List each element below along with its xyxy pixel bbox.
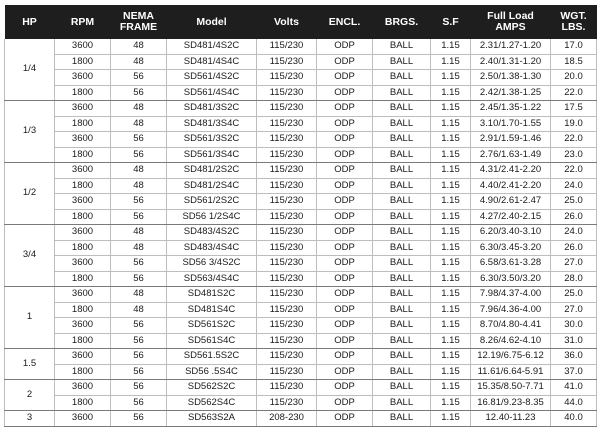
cell-sf: 1.15 [431, 256, 471, 272]
cell-weight: 26.0 [551, 209, 597, 225]
cell-sf: 1.15 [431, 85, 471, 101]
cell-full-load-amps: 2.40/1.31-1.20 [471, 54, 551, 70]
cell-nema-frame: 56 [111, 132, 167, 148]
cell-encl: ODP [317, 256, 373, 272]
cell-volts: 115/230 [257, 132, 317, 148]
cell-volts: 115/230 [257, 302, 317, 318]
cell-weight: 24.0 [551, 225, 597, 241]
cell-model: SD561S2C [167, 318, 257, 334]
header-volts: Volts [257, 5, 317, 39]
cell-weight: 25.0 [551, 194, 597, 210]
cell-volts: 115/230 [257, 54, 317, 70]
cell-rpm: 1800 [55, 271, 111, 287]
table-row [5, 411, 597, 427]
cell-nema-frame: 56 [111, 147, 167, 163]
cell-volts: 115/230 [257, 380, 317, 396]
table-row [5, 209, 597, 225]
cell-rpm: 1800 [55, 116, 111, 132]
cell-full-load-amps: 6.20/3.40-3.10 [471, 225, 551, 241]
table-row [5, 116, 597, 132]
cell-weight: 24.0 [551, 178, 597, 194]
cell-volts: 115/230 [257, 209, 317, 225]
table-row [5, 240, 597, 256]
cell-model: SD483/4S2C [167, 225, 257, 241]
cell-full-load-amps: 4.90/2.61-2.47 [471, 194, 551, 210]
cell-model: SD561/4S2C [167, 70, 257, 86]
cell-brgs: BALL [373, 163, 431, 179]
table-row [5, 333, 597, 349]
cell-weight: 31.0 [551, 333, 597, 349]
cell-weight: 22.0 [551, 163, 597, 179]
cell-volts: 115/230 [257, 271, 317, 287]
cell-full-load-amps: 8.70/4.80-4.41 [471, 318, 551, 334]
cell-model: SD561/3S2C [167, 132, 257, 148]
motor-spec-table [4, 5, 597, 427]
cell-full-load-amps: 6.30/3.45-3.20 [471, 240, 551, 256]
cell-rpm: 3600 [55, 380, 111, 396]
cell-sf: 1.15 [431, 147, 471, 163]
cell-encl: ODP [317, 178, 373, 194]
cell-full-load-amps: 4.40/2.41-2.20 [471, 178, 551, 194]
cell-weight: 22.0 [551, 132, 597, 148]
cell-nema-frame: 56 [111, 349, 167, 365]
cell-volts: 115/230 [257, 147, 317, 163]
cell-model: SD562S2C [167, 380, 257, 396]
cell-brgs: BALL [373, 395, 431, 411]
cell-sf: 1.15 [431, 163, 471, 179]
cell-rpm: 1800 [55, 333, 111, 349]
header-model: Model [167, 5, 257, 39]
cell-hp: 1/2 [5, 163, 55, 225]
cell-sf: 1.15 [431, 380, 471, 396]
cell-encl: ODP [317, 132, 373, 148]
table-row [5, 349, 597, 365]
cell-encl: ODP [317, 85, 373, 101]
cell-rpm: 3600 [55, 318, 111, 334]
cell-sf: 1.15 [431, 70, 471, 86]
cell-full-load-amps: 2.91/1.59-1.46 [471, 132, 551, 148]
cell-brgs: BALL [373, 333, 431, 349]
cell-encl: ODP [317, 194, 373, 210]
cell-rpm: 1800 [55, 240, 111, 256]
cell-weight: 44.0 [551, 395, 597, 411]
cell-hp: 2 [5, 380, 55, 411]
cell-rpm: 3600 [55, 194, 111, 210]
table-row [5, 256, 597, 272]
cell-rpm: 1800 [55, 85, 111, 101]
cell-volts: 115/230 [257, 225, 317, 241]
cell-encl: ODP [317, 147, 373, 163]
cell-nema-frame: 56 [111, 364, 167, 380]
cell-brgs: BALL [373, 271, 431, 287]
cell-volts: 208-230 [257, 411, 317, 427]
cell-volts: 115/230 [257, 85, 317, 101]
cell-nema-frame: 48 [111, 54, 167, 70]
cell-nema-frame: 48 [111, 225, 167, 241]
cell-model: SD481/2S2C [167, 163, 257, 179]
cell-encl: ODP [317, 209, 373, 225]
table-row [5, 194, 597, 210]
header-full-load-amps: Full Load AMPS [471, 5, 551, 39]
cell-model: SD481S4C [167, 302, 257, 318]
cell-volts: 115/230 [257, 194, 317, 210]
cell-brgs: BALL [373, 39, 431, 54]
cell-brgs: BALL [373, 349, 431, 365]
table-row [5, 395, 597, 411]
cell-nema-frame: 48 [111, 39, 167, 54]
cell-sf: 1.15 [431, 271, 471, 287]
cell-nema-frame: 56 [111, 256, 167, 272]
cell-rpm: 3600 [55, 101, 111, 117]
cell-full-load-amps: 11.61/6.64-5.91 [471, 364, 551, 380]
cell-hp: 1 [5, 287, 55, 349]
cell-model: SD563/4S4C [167, 271, 257, 287]
cell-sf: 1.15 [431, 225, 471, 241]
cell-nema-frame: 56 [111, 395, 167, 411]
cell-model: SD561/2S2C [167, 194, 257, 210]
table-row [5, 364, 597, 380]
cell-full-load-amps: 2.76/1.63-1.49 [471, 147, 551, 163]
motor-spec-sheet [4, 0, 596, 427]
cell-full-load-amps: 15.35/8.50-7.71 [471, 380, 551, 396]
cell-full-load-amps: 4.27/2.40-2.15 [471, 209, 551, 225]
cell-volts: 115/230 [257, 349, 317, 365]
header-brgs: BRGS. [373, 5, 431, 39]
cell-encl: ODP [317, 333, 373, 349]
cell-rpm: 3600 [55, 349, 111, 365]
cell-brgs: BALL [373, 70, 431, 86]
cell-full-load-amps: 2.50/1.38-1.30 [471, 70, 551, 86]
cell-model: SD561S4C [167, 333, 257, 349]
cell-brgs: BALL [373, 240, 431, 256]
cell-nema-frame: 48 [111, 287, 167, 303]
cell-volts: 115/230 [257, 163, 317, 179]
cell-rpm: 1800 [55, 147, 111, 163]
cell-nema-frame: 56 [111, 194, 167, 210]
cell-model: SD481/3S2C [167, 101, 257, 117]
cell-encl: ODP [317, 39, 373, 54]
header-sf: S.F [431, 5, 471, 39]
cell-nema-frame: 48 [111, 302, 167, 318]
cell-brgs: BALL [373, 116, 431, 132]
cell-brgs: BALL [373, 287, 431, 303]
cell-sf: 1.15 [431, 194, 471, 210]
cell-brgs: BALL [373, 225, 431, 241]
cell-rpm: 3600 [55, 411, 111, 427]
cell-weight: 27.0 [551, 256, 597, 272]
cell-brgs: BALL [373, 132, 431, 148]
cell-volts: 115/230 [257, 364, 317, 380]
cell-rpm: 3600 [55, 39, 111, 54]
cell-weight: 17.5 [551, 101, 597, 117]
cell-model: SD561/4S4C [167, 85, 257, 101]
cell-nema-frame: 56 [111, 271, 167, 287]
cell-hp: 1/4 [5, 39, 55, 101]
cell-volts: 115/230 [257, 116, 317, 132]
cell-encl: ODP [317, 225, 373, 241]
cell-model: SD483/4S4C [167, 240, 257, 256]
cell-volts: 115/230 [257, 287, 317, 303]
cell-weight: 23.0 [551, 147, 597, 163]
cell-volts: 115/230 [257, 240, 317, 256]
cell-sf: 1.15 [431, 209, 471, 225]
cell-rpm: 1800 [55, 178, 111, 194]
cell-volts: 115/230 [257, 318, 317, 334]
cell-encl: ODP [317, 101, 373, 117]
cell-weight: 37.0 [551, 364, 597, 380]
cell-encl: ODP [317, 380, 373, 396]
cell-encl: ODP [317, 54, 373, 70]
cell-rpm: 3600 [55, 225, 111, 241]
table-row [5, 54, 597, 70]
cell-sf: 1.15 [431, 411, 471, 427]
cell-full-load-amps: 7.98/4.37-4.00 [471, 287, 551, 303]
cell-model: SD562S4C [167, 395, 257, 411]
cell-brgs: BALL [373, 178, 431, 194]
table-row [5, 271, 597, 287]
cell-sf: 1.15 [431, 364, 471, 380]
cell-model: SD56 1/2S4C [167, 209, 257, 225]
cell-volts: 115/230 [257, 256, 317, 272]
cell-encl: ODP [317, 70, 373, 86]
cell-volts: 115/230 [257, 101, 317, 117]
cell-sf: 1.15 [431, 116, 471, 132]
cell-weight: 25.0 [551, 287, 597, 303]
cell-weight: 22.0 [551, 85, 597, 101]
cell-encl: ODP [317, 116, 373, 132]
table-body [5, 39, 597, 426]
cell-sf: 1.15 [431, 395, 471, 411]
cell-volts: 115/230 [257, 333, 317, 349]
cell-brgs: BALL [373, 411, 431, 427]
cell-weight: 26.0 [551, 240, 597, 256]
cell-full-load-amps: 2.42/1.38-1.25 [471, 85, 551, 101]
cell-brgs: BALL [373, 380, 431, 396]
table-row [5, 380, 597, 396]
cell-model: SD481/4S2C [167, 39, 257, 54]
cell-rpm: 1800 [55, 395, 111, 411]
cell-weight: 27.0 [551, 302, 597, 318]
cell-encl: ODP [317, 271, 373, 287]
cell-nema-frame: 56 [111, 380, 167, 396]
cell-sf: 1.15 [431, 287, 471, 303]
cell-model: SD481/3S4C [167, 116, 257, 132]
cell-encl: ODP [317, 163, 373, 179]
cell-weight: 18.5 [551, 54, 597, 70]
cell-sf: 1.15 [431, 349, 471, 365]
cell-weight: 17.0 [551, 39, 597, 54]
cell-brgs: BALL [373, 85, 431, 101]
cell-brgs: BALL [373, 302, 431, 318]
cell-model: SD561.5S2C [167, 349, 257, 365]
table-row [5, 85, 597, 101]
cell-rpm: 1800 [55, 302, 111, 318]
cell-volts: 115/230 [257, 395, 317, 411]
cell-full-load-amps: 8.26/4.62-4.10 [471, 333, 551, 349]
cell-rpm: 3600 [55, 70, 111, 86]
cell-sf: 1.15 [431, 302, 471, 318]
cell-encl: ODP [317, 318, 373, 334]
cell-nema-frame: 56 [111, 85, 167, 101]
cell-weight: 41.0 [551, 380, 597, 396]
table-row [5, 39, 597, 54]
header-weight: WGT. LBS. [551, 5, 597, 39]
cell-sf: 1.15 [431, 333, 471, 349]
cell-sf: 1.15 [431, 101, 471, 117]
cell-sf: 1.15 [431, 178, 471, 194]
cell-nema-frame: 56 [111, 318, 167, 334]
cell-brgs: BALL [373, 194, 431, 210]
cell-rpm: 3600 [55, 287, 111, 303]
cell-sf: 1.15 [431, 39, 471, 54]
cell-nema-frame: 48 [111, 240, 167, 256]
cell-full-load-amps: 4.31/2.41-2.20 [471, 163, 551, 179]
cell-brgs: BALL [373, 209, 431, 225]
cell-model: SD481S2C [167, 287, 257, 303]
table-row [5, 132, 597, 148]
cell-full-load-amps: 12.19/6.75-6.12 [471, 349, 551, 365]
cell-rpm: 1800 [55, 54, 111, 70]
cell-encl: ODP [317, 364, 373, 380]
cell-nema-frame: 56 [111, 70, 167, 86]
cell-model: SD561/3S4C [167, 147, 257, 163]
cell-rpm: 3600 [55, 163, 111, 179]
cell-brgs: BALL [373, 54, 431, 70]
cell-weight: 40.0 [551, 411, 597, 427]
cell-full-load-amps: 7.96/4.36-4.00 [471, 302, 551, 318]
cell-weight: 36.0 [551, 349, 597, 365]
cell-sf: 1.15 [431, 132, 471, 148]
cell-nema-frame: 56 [111, 411, 167, 427]
cell-brgs: BALL [373, 364, 431, 380]
cell-volts: 115/230 [257, 70, 317, 86]
cell-model: SD481/2S4C [167, 178, 257, 194]
cell-nema-frame: 56 [111, 333, 167, 349]
cell-model: SD56 .5S4C [167, 364, 257, 380]
cell-hp: 1/3 [5, 101, 55, 163]
cell-encl: ODP [317, 240, 373, 256]
cell-weight: 20.0 [551, 70, 597, 86]
cell-full-load-amps: 12.40-11.23 [471, 411, 551, 427]
header-hp: HP [5, 5, 55, 39]
cell-weight: 19.0 [551, 116, 597, 132]
header-encl: ENCL. [317, 5, 373, 39]
cell-brgs: BALL [373, 101, 431, 117]
cell-sf: 1.15 [431, 240, 471, 256]
cell-sf: 1.15 [431, 318, 471, 334]
cell-rpm: 1800 [55, 209, 111, 225]
cell-volts: 115/230 [257, 39, 317, 54]
cell-encl: ODP [317, 349, 373, 365]
table-header [5, 5, 597, 39]
cell-brgs: BALL [373, 256, 431, 272]
cell-full-load-amps: 16.81/9.23-8.35 [471, 395, 551, 411]
cell-rpm: 3600 [55, 132, 111, 148]
table-row [5, 287, 597, 303]
cell-full-load-amps: 2.31/1.27-1.20 [471, 39, 551, 54]
table-row [5, 163, 597, 179]
cell-weight: 28.0 [551, 271, 597, 287]
table-row [5, 302, 597, 318]
cell-model: SD481/4S4C [167, 54, 257, 70]
header-rpm: RPM [55, 5, 111, 39]
cell-full-load-amps: 6.30/3.50/3.20 [471, 271, 551, 287]
cell-full-load-amps: 3.10/1.70-1.55 [471, 116, 551, 132]
table-row [5, 318, 597, 334]
cell-sf: 1.15 [431, 54, 471, 70]
cell-weight: 30.0 [551, 318, 597, 334]
cell-encl: ODP [317, 287, 373, 303]
cell-volts: 115/230 [257, 178, 317, 194]
cell-full-load-amps: 2.45/1.35-1.22 [471, 101, 551, 117]
cell-hp: 1.5 [5, 349, 55, 380]
cell-nema-frame: 56 [111, 209, 167, 225]
table-row [5, 178, 597, 194]
cell-encl: ODP [317, 411, 373, 427]
cell-model: SD56 3/4S2C [167, 256, 257, 272]
cell-brgs: BALL [373, 318, 431, 334]
cell-encl: ODP [317, 395, 373, 411]
cell-encl: ODP [317, 302, 373, 318]
cell-nema-frame: 48 [111, 101, 167, 117]
cell-hp: 3 [5, 411, 55, 427]
cell-nema-frame: 48 [111, 116, 167, 132]
cell-hp: 3/4 [5, 225, 55, 287]
cell-full-load-amps: 6.58/3.61-3.28 [471, 256, 551, 272]
cell-rpm: 1800 [55, 364, 111, 380]
header-nema-frame: NEMA FRAME [111, 5, 167, 39]
table-row [5, 70, 597, 86]
table-row [5, 225, 597, 241]
cell-model: SD563S2A [167, 411, 257, 427]
table-row [5, 147, 597, 163]
cell-nema-frame: 48 [111, 163, 167, 179]
cell-rpm: 3600 [55, 256, 111, 272]
cell-brgs: BALL [373, 147, 431, 163]
table-row [5, 101, 597, 117]
cell-nema-frame: 48 [111, 178, 167, 194]
